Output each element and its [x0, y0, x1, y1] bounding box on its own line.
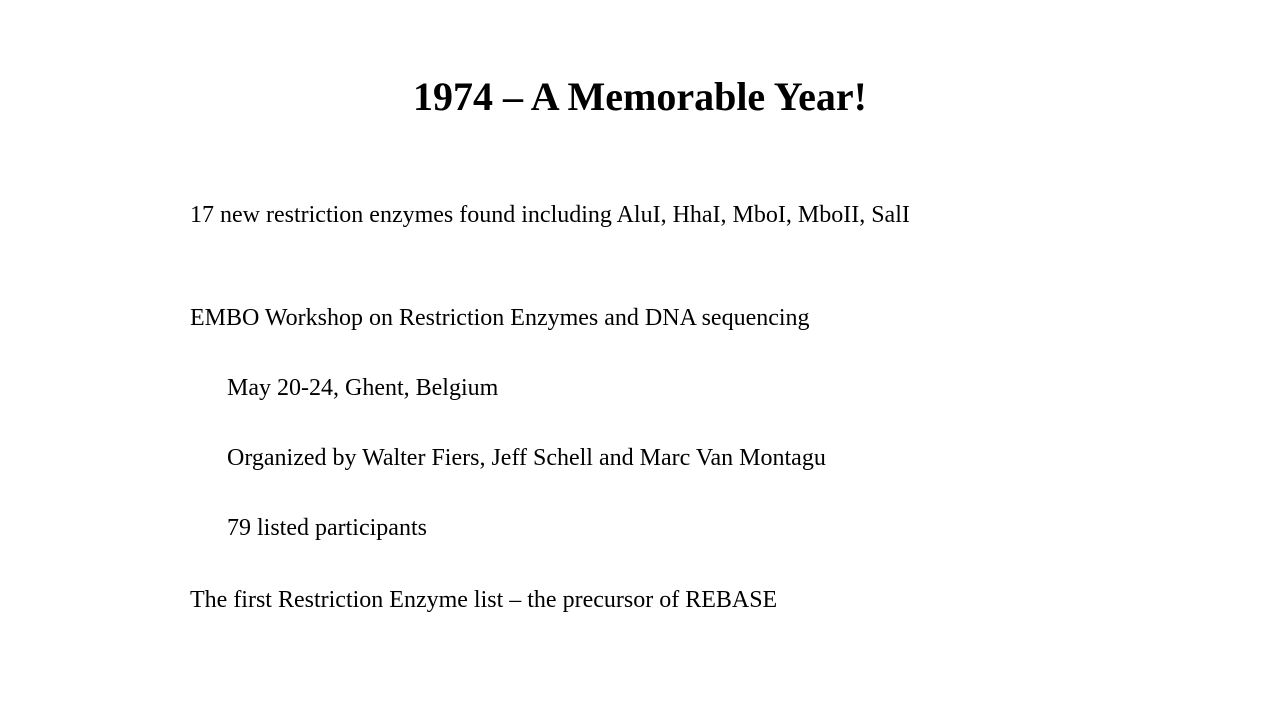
workshop-organizers: Organized by Walter Fiers, Jeff Schell and Marc Van Montagu: [227, 445, 826, 471]
enzymes-bullet: 17 new restriction enzymes found including AluI, HhaI, MboI, MboII, SalI: [190, 202, 910, 228]
workshop-heading: EMBO Workshop on Restriction Enzymes and DNA sequencing: [190, 305, 810, 331]
rebase-bullet: The first Restriction Enzyme list – the precursor of REBASE: [190, 587, 778, 613]
slide-title: 1974 – A Memorable Year!: [413, 74, 867, 119]
workshop-date-location: May 20-24, Ghent, Belgium: [227, 375, 499, 401]
workshop-participants: 79 listed participants: [227, 515, 427, 541]
